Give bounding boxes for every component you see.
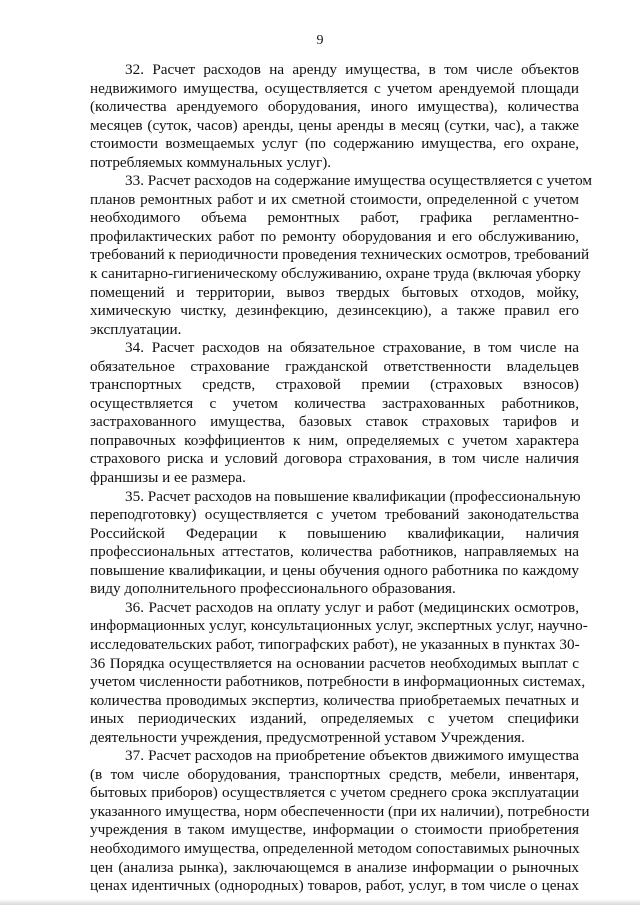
text-line: информационных услуг, консультационных услуг, экспертных услуг, научно- <box>90 617 588 635</box>
text-line: 35. Расчет расходов на повышение квалификации (профессиональную <box>125 487 581 505</box>
text-line: франшизы и ее размера. <box>90 469 246 487</box>
text-line: профессиональных аттестатов, количества работников, направляемых на <box>90 543 579 561</box>
text-line: указанного имущества, норм обеспеченности (при их наличии), потребности <box>90 802 590 820</box>
text-line: исследовательских работ, типографских работ), не указанных в пунктах 30- <box>90 635 580 653</box>
text-line: химическую чистку, дезинфекцию, дезинсекцию), а также правил его <box>90 302 579 320</box>
text-line: деятельности учреждения, предусмотренной уставом Учреждения. <box>90 728 525 746</box>
paragraph-35 <box>90 488 579 599</box>
paragraph-36 <box>90 598 588 747</box>
text-line: обязательное страхование гражданской ответственности владельцев <box>90 357 579 375</box>
text-line: планов ремонтных работ и их сметной стоимости, определенной с учетом <box>90 190 579 208</box>
paragraph-34 <box>90 339 579 487</box>
text-line: стоимости возмещаемых услуг (по содержанию имущества, его охране, <box>90 135 579 153</box>
scan-bottom-edge <box>0 899 640 905</box>
text-line: учреждения в таком имуществе, информации о стоимости приобретения <box>90 821 579 839</box>
text-line: требований к периодичности проведения технических осмотров, требований <box>90 246 590 264</box>
text-line: 36 Порядка осуществляется на основании расчетов необходимых выплат с <box>90 654 579 672</box>
text-line: бытовых приборов) осуществляется с учетом среднего срока эксплуатации <box>90 784 579 802</box>
text-line: необходимого имущества, определенной методом сопоставимых рыночных <box>90 839 580 857</box>
document-body <box>90 61 593 896</box>
text-line: виду дополнительного профессионального образования. <box>90 580 456 598</box>
text-line: 32. Расчет расходов на аренду имущества, в том числе объектов <box>125 61 579 78</box>
text-line: цен (анализа рынка), заключающемся в анализе информации о рыночных <box>90 858 579 876</box>
text-line: эксплуатации. <box>90 320 182 338</box>
text-line: необходимого объема ремонтных работ, графика регламентно- <box>90 209 579 227</box>
text-line: иных периодических изданий, определяемых с учетом специфики <box>90 710 579 728</box>
text-line: 33. Расчет расходов на содержание имущества осуществляется с учетом <box>125 172 593 190</box>
text-line: 36. Расчет расходов на оплату услуг и работ (медицинских осмотров, <box>125 598 579 616</box>
text-line: потребляемых коммунальных услуг). <box>90 153 332 171</box>
paragraph-32 <box>90 61 579 172</box>
paragraph-37 <box>90 747 590 895</box>
text-line: ценах идентичных (однородных) товаров, работ, услуг, в том числе о ценах <box>90 877 579 895</box>
text-line: переподготовку) осуществляется с учетом требований законодательства <box>90 506 579 524</box>
text-line: (в том числе оборудования, транспортных средств, мебели, инвентаря, <box>90 765 579 783</box>
text-line: 34. Расчет расходов на обязательное страхование, в том числе на <box>125 339 579 357</box>
text-line: месяцев (суток, часов) аренды, цены аренды в месяц (сутки, час), а также <box>90 116 579 134</box>
text-line: транспортных средств, страховой премии (страховых взносов) <box>90 376 579 394</box>
text-line: количества проводимых экспертиз, количества приобретаемых печатных и <box>90 691 579 709</box>
text-line: (количества арендуемого оборудования, иного имущества), количества <box>90 98 579 116</box>
page-number: 9 <box>316 33 324 48</box>
text-line: к санитарно-гигиеническому обслуживанию, охране труда (включая уборку <box>90 265 581 283</box>
text-line: застрахованного имущества, базовых ставок страховых тарифов и <box>90 413 579 431</box>
text-line: 37. Расчет расходов на приобретение объектов движимого имущества <box>125 747 579 765</box>
text-line: поправочных коэффициентов к ним, определяемых с учетом характера <box>90 431 579 449</box>
text-line: учетом численности работников, потребности в информационных системах, <box>90 673 586 691</box>
text-line: осуществляется с учетом количества застрахованных работников, <box>90 394 579 412</box>
text-line: недвижимого имущества, осуществляется с учетом арендуемой площади <box>90 79 579 97</box>
text-line: Российской Федерации к повышению квалификации, наличия <box>90 524 579 542</box>
text-line: повышение квалификации, и цены обучения одного работника по каждому <box>90 561 579 579</box>
text-line: помещений и территории, вывоз твердых бытовых отходов, мойку, <box>90 283 579 301</box>
text-line: страхового риска и условий договора страхования, в том числе наличия <box>90 450 579 468</box>
paragraph-33 <box>90 172 593 339</box>
text-line: профилактических работ по ремонту оборудования и его обслуживанию, <box>90 227 579 245</box>
